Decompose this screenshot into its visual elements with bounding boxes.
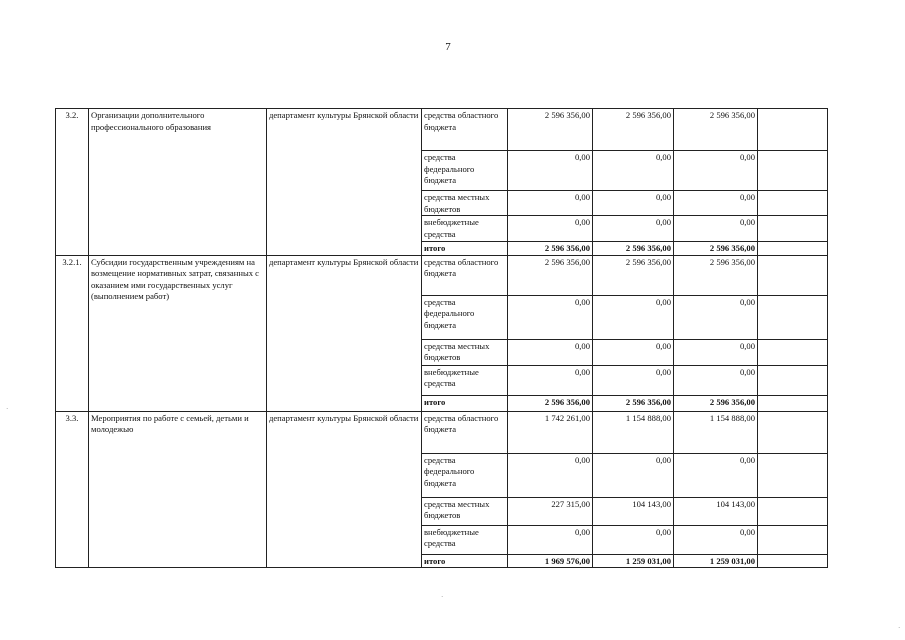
empty-cell: [758, 151, 828, 191]
funding-value-2: 0,00: [593, 295, 674, 339]
scan-speck: ·: [6, 405, 9, 413]
responsible-department: департамент культуры Брянской области: [267, 411, 422, 568]
funding-value-2: 1 154 888,00: [593, 411, 674, 453]
funding-value-1: 227 315,00: [508, 497, 593, 525]
funding-value-3: 2 596 356,00: [674, 109, 758, 151]
funding-total-3: 2 596 356,00: [674, 395, 758, 411]
funding-value-2: 0,00: [593, 191, 674, 216]
funding-value-3: 0,00: [674, 525, 758, 554]
funding-value-3: 0,00: [674, 295, 758, 339]
funding-total-1: 1 969 576,00: [508, 554, 593, 568]
funding-source: средства областного бюджета: [422, 255, 508, 295]
empty-cell: [758, 497, 828, 525]
funding-total-2: 2 596 356,00: [593, 395, 674, 411]
funding-value-1: 0,00: [508, 365, 593, 395]
funding-value-2: 0,00: [593, 339, 674, 365]
funding-value-3: 0,00: [674, 191, 758, 216]
funding-source: средства местных бюджетов: [422, 497, 508, 525]
funding-source: средства федерального бюджета: [422, 453, 508, 497]
funding-value-1: 2 596 356,00: [508, 109, 593, 151]
empty-cell: [758, 411, 828, 453]
funding-value-3: 0,00: [674, 453, 758, 497]
empty-cell: [758, 255, 828, 295]
funding-value-1: 2 596 356,00: [508, 255, 593, 295]
funding-value-3: 0,00: [674, 151, 758, 191]
funding-value-2: 2 596 356,00: [593, 255, 674, 295]
funding-value-1: 0,00: [508, 525, 593, 554]
funding-value-1: 0,00: [508, 191, 593, 216]
funding-value-2: 0,00: [593, 216, 674, 242]
empty-cell: [758, 339, 828, 365]
funding-value-3: 2 596 356,00: [674, 255, 758, 295]
empty-cell: [758, 242, 828, 256]
funding-value-3: 104 143,00: [674, 497, 758, 525]
activity-name: Организации дополнительного профессионального образования: [89, 109, 267, 256]
funding-value-1: 0,00: [508, 295, 593, 339]
funding-source-total: итого: [422, 395, 508, 411]
empty-cell: [758, 295, 828, 339]
funding-source: средства федерального бюджета: [422, 151, 508, 191]
funding-source-total: итого: [422, 242, 508, 256]
table-row: [56, 411, 828, 453]
funding-source-total: итого: [422, 554, 508, 568]
row-number: 3.3.: [56, 411, 89, 568]
funding-value-1: 0,00: [508, 339, 593, 365]
funding-total-2: 2 596 356,00: [593, 242, 674, 256]
responsible-department: департамент культуры Брянской области: [267, 255, 422, 411]
empty-cell: [758, 453, 828, 497]
funding-value-1: 1 742 261,00: [508, 411, 593, 453]
empty-cell: [758, 525, 828, 554]
empty-cell: [758, 365, 828, 395]
empty-cell: [758, 216, 828, 242]
funding-value-2: 0,00: [593, 453, 674, 497]
funding-value-2: 2 596 356,00: [593, 109, 674, 151]
funding-value-1: 0,00: [508, 216, 593, 242]
funding-source: средства областного бюджета: [422, 411, 508, 453]
funding-source: внебюджетные средства: [422, 365, 508, 395]
empty-cell: [758, 191, 828, 216]
funding-value-2: 104 143,00: [593, 497, 674, 525]
funding-source: внебюджетные средства: [422, 525, 508, 554]
funding-total-1: 2 596 356,00: [508, 395, 593, 411]
funding-value-1: 0,00: [508, 151, 593, 191]
empty-cell: [758, 395, 828, 411]
activity-name: Мероприятия по работе с семьей, детьми и молодежью: [89, 411, 267, 568]
funding-total-2: 1 259 031,00: [593, 554, 674, 568]
funding-value-3: 0,00: [674, 216, 758, 242]
activity-name: Субсидии государственным учреждениям на возмещение нормативных затрат, связанных с оказанием ими государственных услуг (выполнением работ): [89, 255, 267, 411]
funding-value-2: 0,00: [593, 525, 674, 554]
funding-value-1: 0,00: [508, 453, 593, 497]
funding-value-3: 1 154 888,00: [674, 411, 758, 453]
funding-source: внебюджетные средства: [422, 216, 508, 242]
funding-source: средства областного бюджета: [422, 109, 508, 151]
funding-total-3: 1 259 031,00: [674, 554, 758, 568]
funding-source: средства местных бюджетов: [422, 191, 508, 216]
budget-table: [55, 108, 828, 568]
funding-source: средства местных бюджетов: [422, 339, 508, 365]
empty-cell: [758, 109, 828, 151]
responsible-department: департамент культуры Брянской области: [267, 109, 422, 256]
page-number: 7: [445, 41, 451, 53]
scan-speck: ·: [441, 593, 444, 601]
table-row: [56, 255, 828, 295]
funding-value-3: 0,00: [674, 365, 758, 395]
table-row: [56, 109, 828, 151]
funding-total-1: 2 596 356,00: [508, 242, 593, 256]
empty-cell: [758, 554, 828, 568]
funding-value-2: 0,00: [593, 151, 674, 191]
funding-total-3: 2 596 356,00: [674, 242, 758, 256]
row-number: 3.2.1.: [56, 255, 89, 411]
funding-source: средства федерального бюджета: [422, 295, 508, 339]
scan-speck: ·: [898, 624, 901, 632]
funding-value-3: 0,00: [674, 339, 758, 365]
row-number: 3.2.: [56, 109, 89, 256]
funding-value-2: 0,00: [593, 365, 674, 395]
